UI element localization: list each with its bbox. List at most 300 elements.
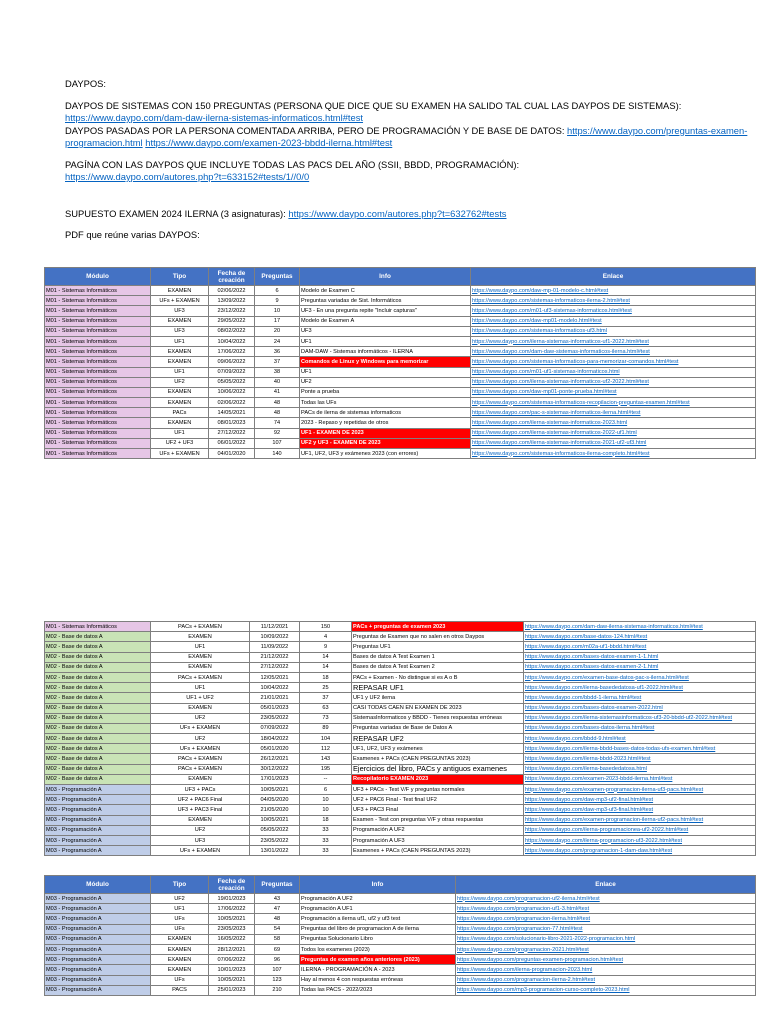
intro-line-1	[65, 100, 755, 113]
cell-preguntas: 112	[300, 744, 352, 754]
table-row	[45, 652, 756, 662]
cell-tipo: UFs + EXAMEN	[151, 723, 250, 733]
link-text[interactable]: https://www.daypo.com/base-datos-124.html#test	[525, 633, 648, 640]
cell-enlace[interactable]	[524, 835, 756, 845]
cell-info: Examenes + PACs (CAEN PREGUNTAS 2023)	[352, 846, 524, 856]
link-text[interactable]: https://www.daypo.com/ilerna-bbdd-bases-datos-todas-ufs-examen.html#test	[525, 745, 716, 752]
link-text[interactable]: https://www.daypo.com/ilerna-sistemasinformaticos-uf3-20-bbdd-uf2-2022.html#test	[525, 715, 733, 722]
cell-preguntas: 37	[255, 357, 300, 367]
link-text[interactable]: https://www.daypo.com/sistemas-informaticos-ilerna-completo.html#test	[472, 450, 650, 457]
cell-tipo: EXAMEN	[151, 286, 209, 296]
cell-modulo: M01 - Sistemas Informáticos	[45, 438, 151, 448]
link-text[interactable]: https://www.daypo.com/bases-datos-ilerna.html#test	[525, 725, 655, 732]
table-row	[45, 774, 756, 784]
link-text[interactable]: https://www.daypo.com/ilerna-sistemas-informaticos-uf1-2022.html#test	[472, 338, 649, 345]
cell-fecha: 21/05/2020	[250, 805, 300, 815]
cell-tipo: PACs + EXAMEN	[151, 754, 250, 764]
table-row	[45, 894, 756, 904]
cell-info: Programación A UF1	[300, 904, 456, 914]
link-text[interactable]: https://www.daypo.com/sistemas-informaticos-uf3.html	[472, 328, 607, 335]
cell-tipo: UFs + EXAMEN	[151, 744, 250, 754]
cell-fecha: 10/06/2022	[209, 387, 255, 397]
cell-modulo: M03 - Programación A	[45, 904, 151, 914]
cell-tipo: EXAMEN	[151, 418, 209, 428]
cell-fecha: 17/01/2023	[250, 774, 300, 784]
cell-info: Comandos de Linux y Windows para memorizar	[300, 357, 471, 367]
cell-info: UF1 - EXAMEN DE 2023	[300, 428, 471, 438]
cell-modulo: M02 - Base de datos A	[45, 744, 151, 754]
cell-preguntas: 17	[255, 316, 300, 326]
link-text[interactable]: https://www.daypo.com/ilerna-sistemas-informaticos-uf2-2022.html#test	[472, 379, 649, 386]
cell-fecha: 23/12/2022	[209, 306, 255, 316]
cell-info: Bases de datos A Test Examen 1	[352, 652, 524, 662]
cell-info: REPASAR UF2	[352, 734, 524, 744]
cell-enlace[interactable]	[471, 418, 756, 428]
link-text[interactable]: https://www.daypo.com/daw-mp01-ponte-prueba.html#test	[472, 389, 617, 396]
table-row	[45, 975, 756, 985]
cell-fecha: 14/05/2021	[209, 408, 255, 418]
cell-fecha: 02/06/2022	[209, 286, 255, 296]
link-text[interactable]: https://www.daypo.com/examen-programacion-ilerna-uf3-pacs.html#test	[525, 786, 704, 793]
cell-enlace[interactable]	[524, 662, 756, 672]
cell-info: Ponte a prueba	[300, 387, 471, 397]
cell-info: Preguntas Solucionario Libro	[300, 934, 456, 944]
cell-fecha: 29/05/2022	[209, 316, 255, 326]
cell-info: Preguntas UF1	[352, 642, 524, 652]
cell-modulo: M01 - Sistemas Informáticos	[45, 306, 151, 316]
intro-link-2b[interactable]: https://www.daypo.com/examen-2023-bbdd-ilerna.html#test	[145, 137, 393, 148]
header-info: Info	[300, 876, 456, 894]
cell-enlace[interactable]	[524, 846, 756, 856]
cell-info: REPASAR UF1	[352, 683, 524, 693]
cell-preguntas: 48	[255, 914, 300, 924]
table-row	[45, 795, 756, 805]
table-row	[45, 387, 756, 397]
cell-modulo: M01 - Sistemas Informáticos	[45, 357, 151, 367]
cell-preguntas: 150	[300, 622, 352, 632]
link-text[interactable]: https://www.daypo.com/ilerna-bbdd-2023.html#test	[525, 756, 651, 763]
header-modulo: Módulo	[45, 268, 151, 286]
cell-enlace[interactable]	[524, 774, 756, 784]
link-text[interactable]: https://www.daypo.com/sistemas-informaticos-ilerna-2.html#test	[472, 297, 630, 304]
cell-modulo: M01 - Sistemas Informáticos	[45, 367, 151, 377]
cell-modulo: M02 - Base de datos A	[45, 734, 151, 744]
cell-enlace[interactable]	[524, 825, 756, 835]
link-text[interactable]: https://www.daypo.com/ilerna-sistemas-informaticos-2021-uf2-uf3.html	[472, 440, 647, 447]
table-row	[45, 306, 756, 316]
link-text[interactable]: https://www.daypo.com/bbdd-9.html#test	[525, 735, 626, 742]
cell-enlace[interactable]	[471, 347, 756, 357]
cell-modulo: M03 - Programación A	[45, 924, 151, 934]
link-text[interactable]: https://www.daypo.com/solucionario-libro-2021-2022-programacion.html	[457, 936, 636, 943]
cell-enlace[interactable]	[471, 387, 756, 397]
cell-modulo: M03 - Programación A	[45, 795, 151, 805]
cell-tipo: UF2	[151, 825, 250, 835]
cell-fecha: 27/12/2022	[250, 662, 300, 672]
cell-tipo: EXAMEN	[151, 387, 209, 397]
cell-fecha: 17/06/2022	[209, 904, 255, 914]
cell-tipo: UF3	[151, 835, 250, 845]
cell-fecha: 06/01/2022	[209, 438, 255, 448]
header-tipo: Tipo	[151, 876, 209, 894]
link-text[interactable]: https://www.daypo.com/ilerna-basededatosa-uf1-2022.html#test	[525, 684, 683, 691]
table-row	[45, 965, 756, 975]
table-row	[45, 764, 756, 774]
cell-modulo: M01 - Sistemas Informáticos	[45, 408, 151, 418]
cell-preguntas: 96	[255, 955, 300, 965]
intro-link-4[interactable]: https://www.daypo.com/autores.php?t=632762#tests	[288, 207, 507, 219]
cell-info: Preguntas de Examen que no salen en otros Daypos	[352, 632, 524, 642]
cell-info: Programación a ilerna uf1, uf2 y uf3 test	[300, 914, 456, 924]
cell-info: Examenes + PACs (CAEN PREGUNTAS 2023)	[352, 754, 524, 764]
cell-fecha: 23/05/2023	[209, 924, 255, 934]
link-text[interactable]: https://www.daypo.com/m01-uf1-sistemas-informaticos.html	[472, 369, 620, 376]
cell-preguntas: 210	[255, 985, 300, 995]
cell-info: CASI TODAS CAEN EN EXAMEN DE 2023	[352, 703, 524, 713]
cell-enlace[interactable]	[456, 965, 756, 975]
cell-modulo: M03 - Programación A	[45, 914, 151, 924]
cell-preguntas: 73	[300, 713, 352, 723]
cell-enlace[interactable]	[456, 944, 756, 954]
cell-enlace[interactable]	[471, 336, 756, 346]
link-text[interactable]: https://www.daypo.com/pac-s-sistemas-informaticos-ilerna.html#test	[472, 409, 641, 416]
cell-preguntas: 69	[255, 944, 300, 954]
cell-fecha: 10/09/2022	[250, 632, 300, 642]
link-text[interactable]: https://www.daypo.com/ilerna-sistemas-informaticos-2023.html	[472, 420, 628, 427]
cell-enlace[interactable]	[471, 357, 756, 367]
cell-tipo: EXAMEN	[151, 347, 209, 357]
cell-enlace[interactable]	[471, 286, 756, 296]
table-row	[45, 632, 756, 642]
table-row	[45, 316, 756, 326]
cell-enlace[interactable]	[456, 975, 756, 985]
cell-tipo: UF1 + UF2	[151, 693, 250, 703]
cell-fecha: 08/02/2022	[209, 326, 255, 336]
cell-enlace[interactable]	[524, 713, 756, 723]
cell-tipo: UF1	[151, 904, 209, 914]
cell-tipo: UF1	[151, 642, 250, 652]
link-text[interactable]: https://www.daypo.com/examen-base-datos-pac-s-ilerna.html#test	[525, 674, 689, 681]
table-row	[45, 723, 756, 733]
cell-fecha: 11/09/2022	[250, 642, 300, 652]
cell-modulo: M01 - Sistemas Informáticos	[45, 387, 151, 397]
cell-preguntas: 40	[255, 377, 300, 387]
cell-info: Modelo de Examen A	[300, 316, 471, 326]
link-text[interactable]: https://www.daypo.com/m01-uf3-sistemas-informaticos.html#test	[472, 307, 632, 314]
header-tipo: Tipo	[151, 268, 209, 286]
cell-modulo: M02 - Base de datos A	[45, 693, 151, 703]
cell-fecha: 05/05/2022	[250, 825, 300, 835]
cell-preguntas: 104	[300, 734, 352, 744]
cell-tipo: EXAMEN	[151, 944, 209, 954]
cell-enlace[interactable]	[524, 744, 756, 754]
cell-modulo: M03 - Programación A	[45, 985, 151, 995]
link-text[interactable]: https://www.daypo.com/bbdd-1-ilerna.html#test	[525, 694, 642, 701]
cell-modulo: M03 - Programación A	[45, 965, 151, 975]
cell-enlace[interactable]	[524, 622, 756, 632]
cell-enlace[interactable]	[524, 703, 756, 713]
link-text[interactable]: https://www.daypo.com/ilerna-programacion-2023.html	[457, 966, 593, 973]
link-text[interactable]: https://www.daypo.com/programacion-uf1-3.html#test	[457, 905, 590, 912]
cell-tipo: UF2	[151, 734, 250, 744]
cell-preguntas: 9	[255, 296, 300, 306]
cell-info: Todas las PACS - 2022/2023	[300, 985, 456, 995]
cell-modulo: M01 - Sistemas Informáticos	[45, 336, 151, 346]
cell-enlace[interactable]	[456, 924, 756, 934]
cell-preguntas: 58	[255, 934, 300, 944]
cell-fecha: 16/05/2022	[209, 934, 255, 944]
cell-preguntas: --	[300, 774, 352, 784]
cell-enlace[interactable]	[471, 377, 756, 387]
table-row	[45, 835, 756, 845]
table-header-row	[45, 876, 756, 894]
cell-fecha: 21/01/2021	[250, 693, 300, 703]
cell-preguntas: 33	[300, 846, 352, 856]
cell-fecha: 10/05/2021	[250, 815, 300, 825]
cell-preguntas: 4	[300, 632, 352, 642]
cell-modulo: M02 - Base de datos A	[45, 703, 151, 713]
cell-preguntas: 9	[300, 642, 352, 652]
table-row	[45, 805, 756, 815]
cell-enlace[interactable]	[456, 985, 756, 995]
cell-preguntas: 14	[300, 652, 352, 662]
cell-enlace[interactable]	[456, 955, 756, 965]
cell-fecha: 10/05/2021	[250, 785, 300, 795]
cell-modulo: M01 - Sistemas Informáticos	[45, 449, 151, 459]
table-row	[45, 924, 756, 934]
link-text[interactable]: https://www.daypo.com/mp3-programacion-curso-completo-2023.html	[457, 987, 630, 994]
cell-enlace[interactable]	[471, 326, 756, 336]
cell-tipo: UFs	[151, 914, 209, 924]
link-text[interactable]: https://www.daypo.com/dam-daw-ilerna-sistemas-informaticos.html#test	[525, 623, 703, 630]
cell-enlace[interactable]	[524, 754, 756, 764]
cell-enlace[interactable]	[524, 795, 756, 805]
cell-preguntas: 195	[300, 764, 352, 774]
header-enlace: Enlace	[471, 268, 756, 286]
cell-enlace[interactable]	[471, 316, 756, 326]
cell-enlace[interactable]	[524, 734, 756, 744]
link-text[interactable]: https://www.daypo.com/ilerna-sistemas-informaticos-2022-uf1.html	[472, 430, 637, 437]
link-text[interactable]: https://www.daypo.com/ilerna-basededatosa.html	[525, 766, 647, 773]
cell-modulo: M03 - Programación A	[45, 944, 151, 954]
link-text[interactable]: https://www.daypo.com/m02a-uf1-bbdd.html#test	[525, 643, 647, 650]
cell-preguntas: 37	[300, 693, 352, 703]
cell-fecha: 04/01/2020	[209, 449, 255, 459]
cell-enlace[interactable]	[471, 296, 756, 306]
cell-modulo: M01 - Sistemas Informáticos	[45, 622, 151, 632]
intro-line-1-text: DAYPOS DE SISTEMAS CON 150 PREGUNTAS (PERSONA QUE DICE QUE SU EXAMEN HA SALIDO TAL CUAL LAS DAYPOS DE SISTEMAS):	[65, 99, 682, 111]
cell-fecha: 17/06/2022	[209, 347, 255, 357]
cell-tipo: EXAMEN	[151, 662, 250, 672]
link-text[interactable]: https://www.daypo.com/programacion-ilerna.html#test	[457, 915, 591, 922]
cell-enlace[interactable]	[456, 914, 756, 924]
cell-modulo: M02 - Base de datos A	[45, 754, 151, 764]
cell-enlace[interactable]	[471, 438, 756, 448]
cell-info: UF1	[300, 367, 471, 377]
link-text[interactable]: https://www.daypo.com/ilerna-programacion-uf3-2022.html#test	[525, 837, 683, 844]
header-info: Info	[300, 268, 471, 286]
cell-preguntas: 33	[300, 825, 352, 835]
cell-fecha: 27/12/2022	[209, 428, 255, 438]
cell-preguntas: 20	[255, 326, 300, 336]
cell-tipo: UF3 + PACs	[151, 785, 250, 795]
cell-preguntas: 43	[255, 894, 300, 904]
cell-info: PACs de ilerna de sistemas informaticos	[300, 408, 471, 418]
cell-tipo: EXAMEN	[151, 632, 250, 642]
cell-preguntas: 38	[255, 367, 300, 377]
cell-enlace[interactable]	[524, 723, 756, 733]
table-row	[45, 815, 756, 825]
table-row	[45, 286, 756, 296]
link-text[interactable]: https://www.daypo.com/daw-mp3-uf2-final.html#test	[525, 796, 654, 803]
link-text[interactable]: https://www.daypo.com/sistemas-informaticos-recopilacion-preguntas-examen.html#test	[472, 399, 690, 406]
cell-preguntas: 48	[255, 408, 300, 418]
cell-info: Programación A UF2	[300, 894, 456, 904]
cell-preguntas: 107	[255, 965, 300, 975]
link-text[interactable]: https://www.daypo.com/bases-datos-examen-1-1.html	[525, 654, 659, 661]
cell-modulo: M03 - Programación A	[45, 975, 151, 985]
cell-preguntas: 14	[300, 662, 352, 672]
cell-enlace[interactable]	[524, 693, 756, 703]
cell-enlace[interactable]	[471, 306, 756, 316]
cell-tipo: PACs + EXAMEN	[151, 672, 250, 682]
daypos-table-2	[44, 621, 756, 856]
table-row	[45, 985, 756, 995]
link-text[interactable]: https://www.daypo.com/dam-daw-sistemas-informaticos-ilerna.html#test	[472, 348, 650, 355]
cell-enlace[interactable]	[524, 632, 756, 642]
cell-tipo: UF3	[151, 306, 209, 316]
intro-line-2-text: DAYPOS PASADAS POR LA PERSONA COMENTADA ARRIBA, PERO DE PROGRAMACIÓN Y DE BASE DE DATOS:	[65, 124, 565, 136]
table-row	[45, 336, 756, 346]
intro-link-3[interactable]: https://www.daypo.com/autores.php?t=633152#tests/1//0/0	[65, 171, 310, 182]
cell-modulo: M02 - Base de datos A	[45, 672, 151, 682]
cell-modulo: M01 - Sistemas Informáticos	[45, 418, 151, 428]
cell-modulo: M02 - Base de datos A	[45, 632, 151, 642]
cell-fecha: 10/01/2023	[209, 965, 255, 975]
intro-line-4	[65, 208, 755, 221]
link-text[interactable]: https://www.daypo.com/programacion-ilerna-2.html#test	[457, 977, 596, 984]
cell-info: ILERNA - PROGRAMACIÓN A - 2023	[300, 965, 456, 975]
cell-enlace[interactable]	[471, 367, 756, 377]
intro-line-2	[65, 125, 755, 150]
link-text[interactable]: https://www.daypo.com/preguntas-examen-programacion.html#test	[457, 956, 624, 963]
cell-modulo: M03 - Programación A	[45, 815, 151, 825]
cell-modulo: M02 - Base de datos A	[45, 683, 151, 693]
table-header-row	[45, 268, 756, 286]
cell-info: Modelo de Examen C	[300, 286, 471, 296]
cell-enlace[interactable]	[456, 934, 756, 944]
cell-enlace[interactable]	[456, 904, 756, 914]
cell-enlace[interactable]	[456, 894, 756, 904]
link-text[interactable]: https://www.daypo.com/examen-2023-bbdd-ilerna.html#test	[525, 776, 673, 783]
cell-fecha: 25/01/2023	[209, 985, 255, 995]
header-fecha: Fecha de creación	[209, 268, 255, 286]
link-text[interactable]: https://www.daypo.com/programacion-uf2-ilerna.html#test	[457, 895, 600, 902]
intro-link-1[interactable]: https://www.daypo.com/dam-daw-ilerna-sistemas-informaticos.html#test	[65, 112, 364, 123]
cell-tipo: UFs	[151, 975, 209, 985]
cell-info: Preguntas de examen años anteriores (2023)	[300, 955, 456, 965]
cell-enlace[interactable]	[524, 764, 756, 774]
table-body	[45, 894, 756, 996]
table-row	[45, 825, 756, 835]
table-row	[45, 418, 756, 428]
cell-info: UF2	[300, 377, 471, 387]
cell-modulo: M03 - Programación A	[45, 934, 151, 944]
link-text[interactable]: https://www.daypo.com/daw-mp01-modelo.html#test	[472, 318, 602, 325]
cell-info: Preguntas variadas de Base de Datos A	[352, 723, 524, 733]
cell-info: Hay al menos 4 con respuestas erróneas	[300, 975, 456, 985]
cell-modulo: M02 - Base de datos A	[45, 764, 151, 774]
cell-tipo: UF3 + PAC3 Final	[151, 805, 250, 815]
intro-link-2a[interactable]: https://www.daypo.com/preguntas-examen-programacion.html	[65, 124, 748, 148]
cell-modulo: M01 - Sistemas Informáticos	[45, 286, 151, 296]
link-text[interactable]: https://www.daypo.com/bases-datos-examen-2022.html	[525, 705, 663, 712]
cell-info: PACs + Examen - No distingue si es A o B	[352, 672, 524, 682]
cell-enlace[interactable]	[524, 815, 756, 825]
cell-tipo: PACs	[151, 408, 209, 418]
cell-info: PACs + preguntas de examen 2023	[352, 622, 524, 632]
cell-enlace[interactable]	[471, 408, 756, 418]
cell-enlace[interactable]	[471, 428, 756, 438]
link-text[interactable]: https://www.daypo.com/daw-mp3-uf3-final.html#test	[525, 806, 654, 813]
cell-fecha: 05/01/2023	[250, 703, 300, 713]
link-text[interactable]: https://www.daypo.com/programacion-2021.html#test	[457, 946, 589, 953]
table-row	[45, 693, 756, 703]
table-row	[45, 672, 756, 682]
cell-enlace[interactable]	[524, 672, 756, 682]
table-row	[45, 734, 756, 744]
cell-info: UF1, UF2, UF3 y exámenes 2023 (con errores)	[300, 449, 471, 459]
cell-enlace[interactable]	[524, 805, 756, 815]
cell-info: Preguntas del libro de programacion A de ilerna	[300, 924, 456, 934]
cell-info: Examen - Test con preguntas V/F y otras respuestas	[352, 815, 524, 825]
intro-line-3: PAGÍNA CON LAS DAYPOS QUE INCLUYE TODAS LAS PACS DEL AÑO (SSII, BBDD, PROGRAMACIÓN):	[65, 158, 520, 170]
header-preguntas: Preguntas	[255, 876, 300, 894]
cell-enlace[interactable]	[471, 449, 756, 459]
cell-fecha: 05/05/2022	[209, 377, 255, 387]
cell-enlace[interactable]	[524, 652, 756, 662]
cell-enlace[interactable]	[524, 642, 756, 652]
link-text[interactable]: https://www.daypo.com/sistemas-informaticos-para-memorizar-comandos.html#test	[472, 358, 679, 365]
cell-info: UF1, UF2, UF3 y exámenes	[352, 744, 524, 754]
table-row	[45, 754, 756, 764]
cell-preguntas: 10	[255, 306, 300, 316]
cell-info: DAM-DAW - Sistemas informáticos - ILERNA	[300, 347, 471, 357]
cell-preguntas: 89	[300, 723, 352, 733]
link-text[interactable]: https://www.daypo.com/programacion-77.html#test	[457, 926, 583, 933]
link-text[interactable]: https://www.daypo.com/daw-mp-01-modelo-c.html#test	[472, 287, 609, 294]
table-row	[45, 449, 756, 459]
link-text[interactable]: https://www.daypo.com/ilerna-programacionea-uf2-2022.html#test	[525, 827, 689, 834]
cell-tipo: UF1	[151, 336, 209, 346]
cell-info: SistemasInformaticos y BBDD - Tienes respuestas erróneas	[352, 713, 524, 723]
link-text[interactable]: https://www.daypo.com/examen-programacion-ilerna-uf2-pacs.html#test	[525, 817, 704, 824]
cell-fecha: 21/12/2022	[250, 652, 300, 662]
cell-enlace[interactable]	[524, 683, 756, 693]
cell-preguntas: 107	[255, 438, 300, 448]
link-text[interactable]: https://www.daypo.com/programacion-1-dam-daw.html#test	[525, 847, 673, 854]
cell-modulo: M02 - Base de datos A	[45, 713, 151, 723]
cell-fecha: 04/05/2020	[250, 795, 300, 805]
cell-enlace[interactable]	[524, 785, 756, 795]
link-text[interactable]: https://www.daypo.com/bases-datos-examen-2-1.html	[525, 664, 659, 671]
cell-tipo: EXAMEN	[151, 357, 209, 367]
cell-fecha: 05/01/2020	[250, 744, 300, 754]
cell-preguntas: 10	[300, 795, 352, 805]
cell-modulo: M02 - Base de datos A	[45, 652, 151, 662]
cell-info: Ejercicios del libro, PACs y antiguos examenes	[352, 764, 524, 774]
cell-enlace[interactable]	[471, 398, 756, 408]
